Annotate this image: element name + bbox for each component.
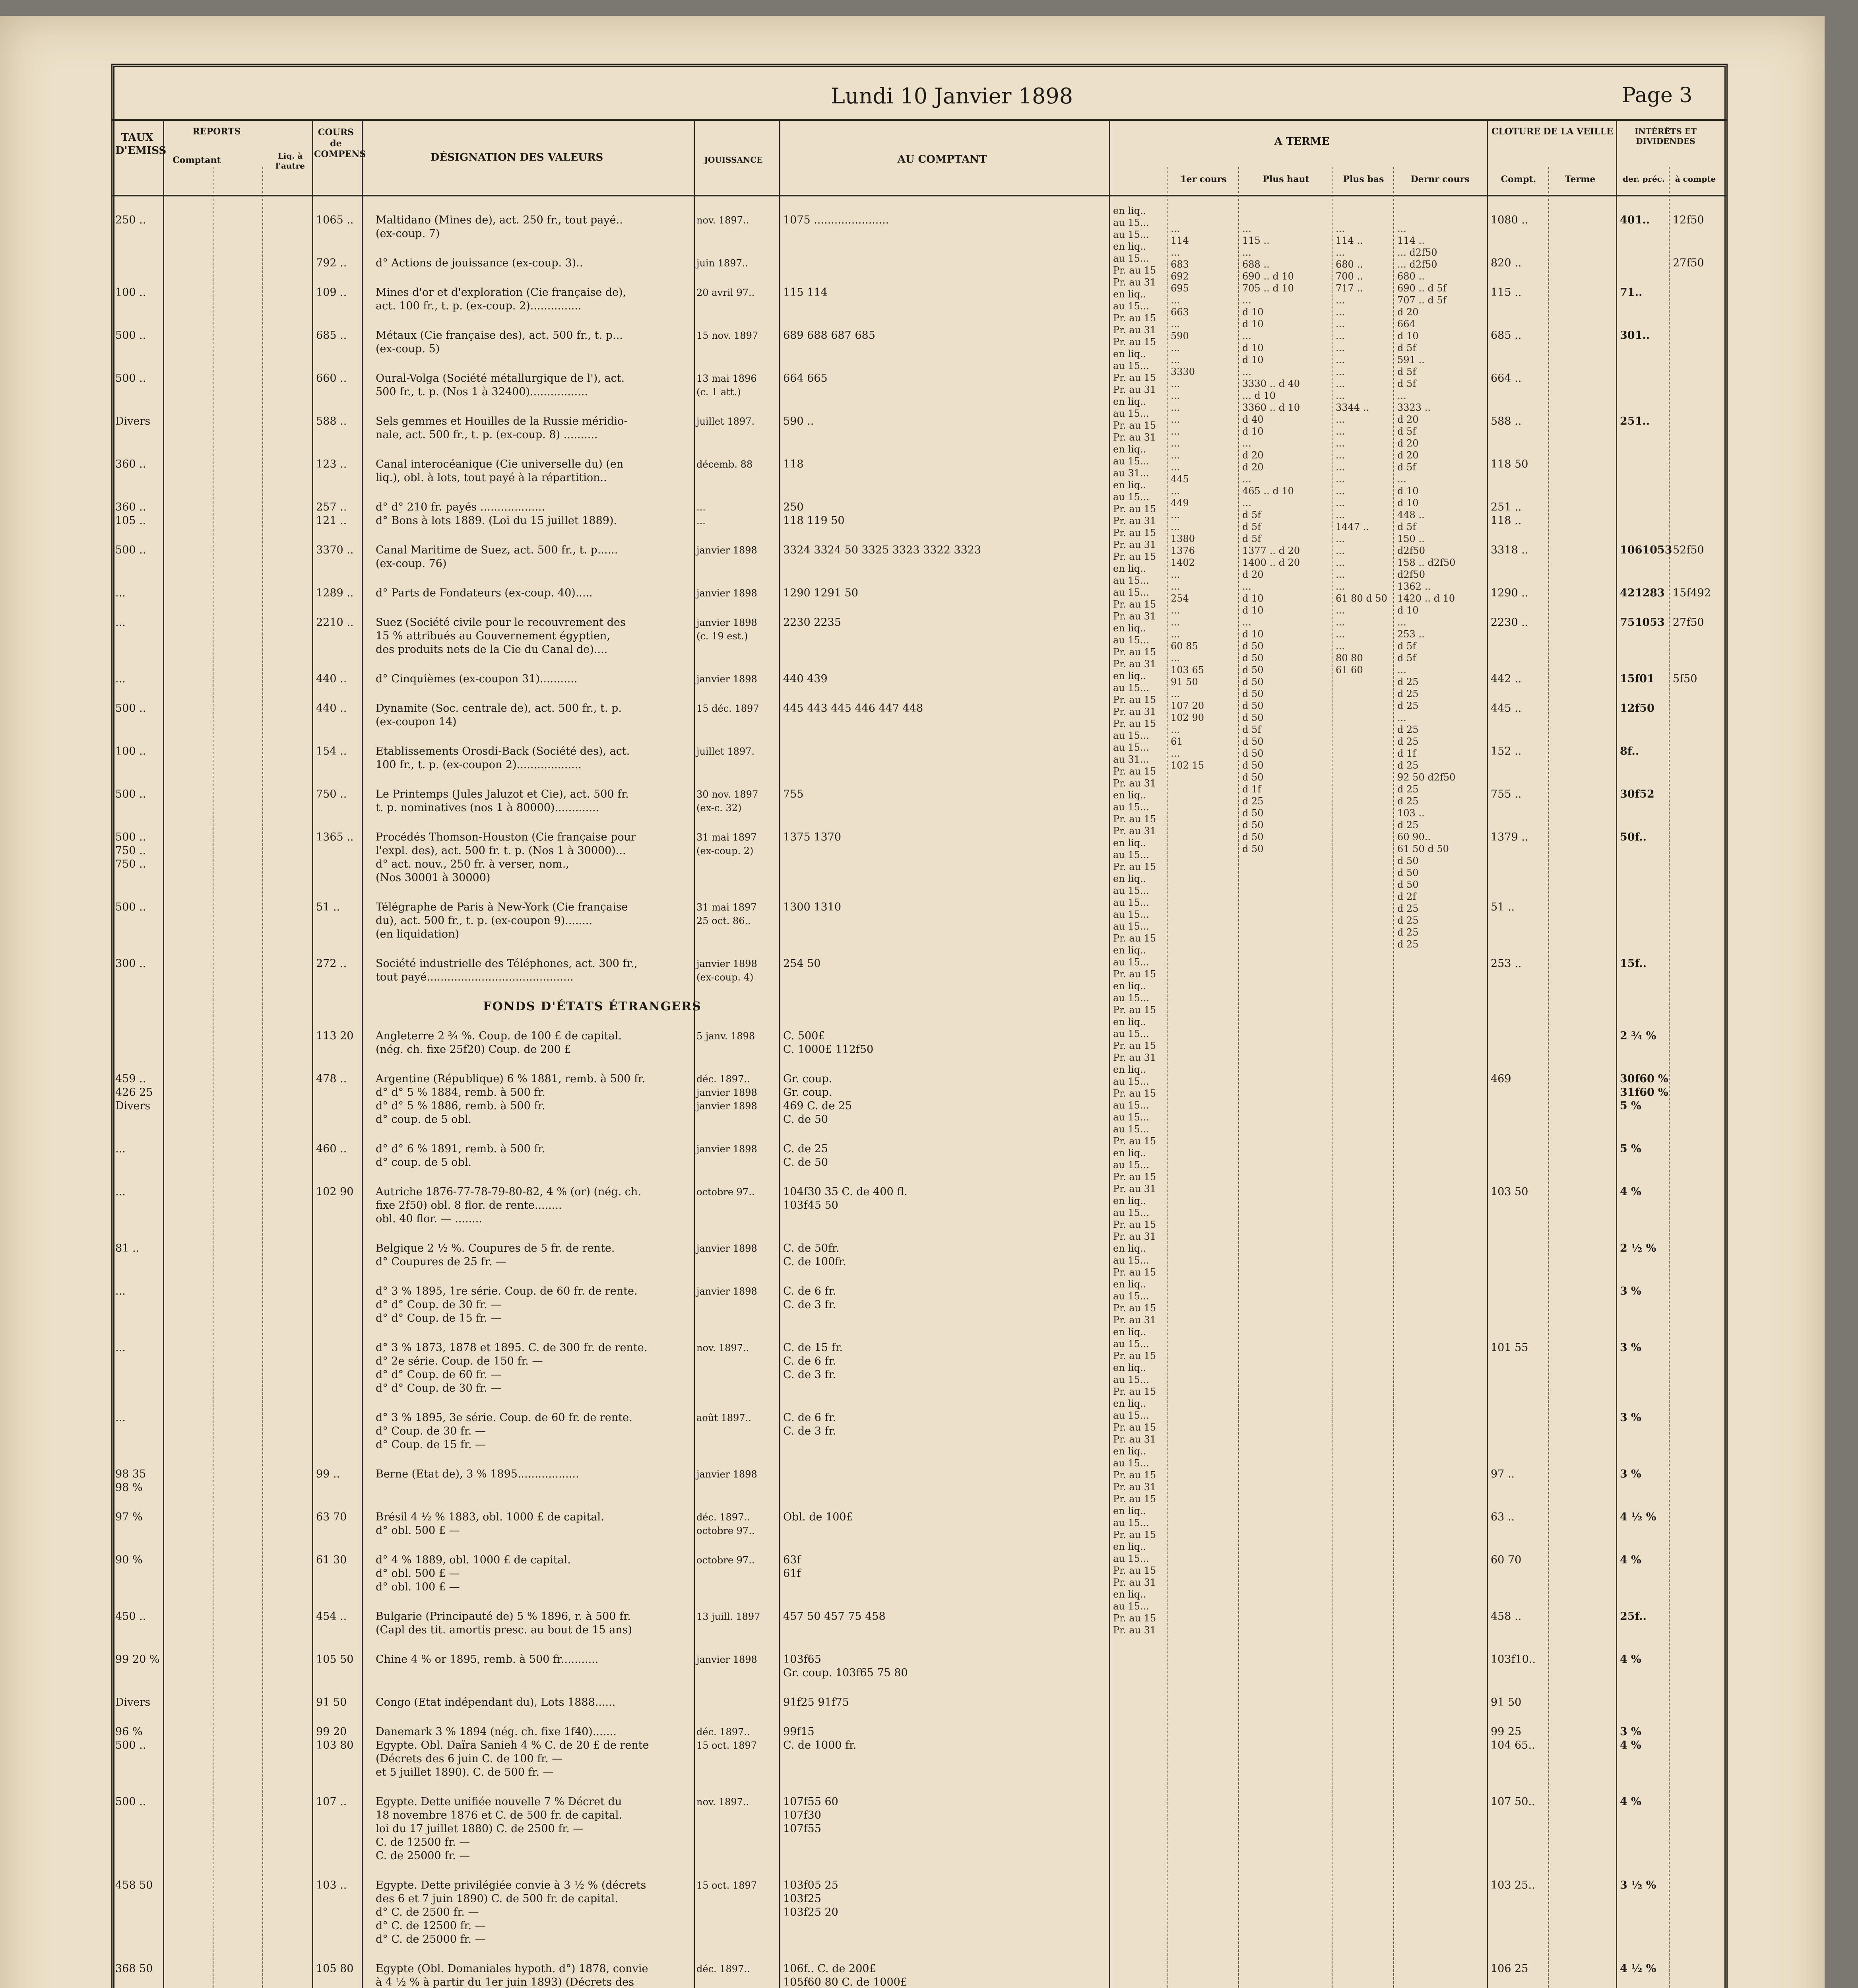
jouissance-cell: déc. 1897.. janvier 1898 janvier 1898 (696, 1074, 757, 1112)
col-plus-bas: Plus bas (1343, 174, 1384, 184)
cours-cell: 103 .. (316, 1879, 347, 1891)
interets-cell: 71.. (1620, 286, 1643, 299)
cloture-compt-cell: 588 .. (1491, 415, 1522, 427)
taux-cell: 450 .. (115, 1610, 146, 1623)
taux-cell: 360 .. (115, 458, 146, 470)
jouissance-cell: janvier 1898 (696, 545, 757, 556)
rule (362, 119, 363, 1988)
cours-cell: 660 .. (316, 372, 347, 384)
interets-cell: 12f50 (1620, 702, 1654, 714)
security-name: Argentine (République) 6 % 1881, remb. à 500 fr. d° d° 5 % 1884, remb. à 500 fr. d° d° 5 % 1886, remb. à 500 fr. d° coup. de 5 obl. (376, 1073, 646, 1126)
cours-cell: 61 30 (316, 1554, 347, 1566)
jouissance-cell: 30 nov. 1897 (ex-c. 32) (696, 789, 758, 813)
cours-cell: 2210 .. (316, 616, 354, 629)
jouissance-cell: octobre 97.. (696, 1555, 755, 1566)
cours-cell: 1289 .. (316, 587, 354, 599)
cloture-compt-cell: 99 25 104 65.. (1491, 1726, 1535, 1751)
taux-cell: ... (115, 1285, 126, 1297)
cloture-compt-cell: 107 50.. (1491, 1796, 1535, 1808)
comptant-cell: 1375 1370 (783, 831, 842, 843)
jouissance-cell: déc. 1897.. 15 oct. 1897 (696, 1726, 757, 1751)
comptant-cell: 63f 61f (783, 1554, 801, 1580)
cours-cell: 107 .. (316, 1796, 347, 1808)
cloture-compt-cell: 251 .. 118 .. (1491, 501, 1522, 527)
interets-cell: 751053 (1620, 616, 1665, 629)
acompte-cell: 27f50 (1673, 257, 1704, 269)
interets-cell: 30f52 (1620, 788, 1654, 800)
interets-cell: 4 % (1620, 1653, 1641, 1666)
cloture-compt-cell: 91 50 (1491, 1696, 1522, 1708)
jouissance-cell: 31 mai 1897 (ex-coup. 2) (696, 832, 757, 856)
jouissance-cell: déc. 1897.. (696, 1963, 750, 1974)
interets-cell: 2 ½ % (1620, 1242, 1656, 1254)
cours-cell: 588 .. (316, 415, 347, 427)
interets-cell: 421283 (1620, 587, 1665, 599)
jouissance-cell: 20 avril 97.. (696, 287, 755, 298)
acompte-cell: 5f50 (1673, 673, 1697, 685)
security-name: Brésil 4 ½ % 1883, obl. 1000 £ de capital. d° obl. 500 £ — (376, 1511, 604, 1537)
interets-cell: 3 % 4 % (1620, 1726, 1641, 1751)
comptant-cell: 1075 ...................... (783, 214, 889, 226)
cours-cell: 272 .. (316, 957, 347, 970)
taux-cell: 360 .. 105 .. (115, 501, 146, 527)
comptant-cell: 457 50 457 75 458 (783, 1610, 886, 1623)
taux-cell: 500 .. (115, 544, 146, 556)
jouissance-cell: 15 déc. 1897 (696, 703, 759, 714)
interets-cell: 4 % (1620, 1186, 1641, 1198)
jouissance-cell: 15 nov. 1897 (696, 330, 758, 341)
comptant-cell: 3324 3324 50 3325 3323 3322 3323 (783, 544, 981, 556)
cloture-compt-cell: 115 .. (1491, 286, 1522, 299)
cours-cell: 257 .. 121 .. (316, 501, 347, 527)
interets-cell: 3 % (1620, 1411, 1641, 1424)
interets-cell: 251.. (1620, 415, 1650, 427)
security-name: Egypte (Obl. Domaniales hypoth. d°) 1878, convie à 4 ½ % à partir du 1er juin 1893) (Décrets des (376, 1963, 648, 1988)
cloture-compt-cell: 106 25 (1491, 1963, 1528, 1975)
cours-cell: 440 .. (316, 702, 347, 714)
taux-cell: 500 .. (115, 702, 146, 714)
security-name: d° 3 % 1895, 3e série. Coup. de 60 fr. de rente. d° Coup. de 30 fr. — d° Coup. de 15 fr. — (376, 1411, 632, 1451)
jouissance-cell: janvier 1898 (696, 1654, 757, 1665)
cloture-compt-cell: 664 .. (1491, 372, 1522, 384)
interets-cell: 8f.. (1620, 745, 1639, 757)
jouissance-cell: nov. 1897.. (696, 1342, 749, 1353)
cours-cell: 3370 .. (316, 544, 354, 556)
col-cloture-terme: Terme (1565, 174, 1596, 184)
jouissance-cell: janvier 1898 (696, 1286, 757, 1297)
cloture-compt-cell: 2230 .. (1491, 616, 1528, 629)
header-rule-top (111, 119, 1728, 121)
comptant-cell: 103f05 25 103f25 103f25 20 (783, 1879, 838, 1918)
cours-cell: 51 .. (316, 901, 340, 913)
interets-cell: 4 % (1620, 1554, 1641, 1566)
jouissance-cell: 15 oct. 1897 (696, 1880, 757, 1891)
col-der-prec: der. préc. (1623, 174, 1665, 184)
interets-cell: 30f60 % 31f60 % 5 % (1620, 1073, 1668, 1112)
interets-cell: 50f.. (1620, 831, 1647, 843)
comptant-cell: 664 665 (783, 372, 828, 384)
rule (1393, 167, 1394, 1988)
taux-cell: ... (115, 1143, 126, 1155)
cloture-compt-cell: 103f10.. (1491, 1653, 1536, 1666)
taux-cell: ... (115, 1342, 126, 1354)
taux-cell: 250 .. (115, 214, 146, 226)
jouissance-cell: déc. 1897.. octobre 97.. (696, 1512, 755, 1536)
interets-cell: 3 % (1620, 1285, 1641, 1297)
jouissance-cell: nov. 1897.. (696, 1796, 749, 1807)
jouissance-cell: 13 juill. 1897 (696, 1611, 760, 1622)
security-name: Le Printemps (Jules Jaluzot et Cie), act. 500 fr. t. p. nominatives (nos 1 à 80000)............. (376, 788, 629, 814)
security-name: Etablissements Orosdi-Back (Société des), act. 100 fr., t. p. (ex-coupon 2)................... (376, 745, 630, 771)
cloture-compt-cell: 101 55 (1491, 1342, 1528, 1354)
security-name: Chine 4 % or 1895, remb. à 500 fr........... (376, 1653, 599, 1666)
jouissance-cell: décemb. 88 (696, 459, 753, 470)
comptant-cell: 106f.. C. de 200£ 105f60 80 C. de 1000£ (783, 1963, 908, 1988)
acompte-cell: 52f50 (1673, 544, 1704, 556)
comptant-cell: C. de 25 C. de 50 (783, 1143, 828, 1169)
comptant-cell: C. de 6 fr. C. de 3 fr. (783, 1411, 836, 1437)
taux-cell: 500 .. (115, 329, 146, 342)
cloture-compt-cell: 253 .. (1491, 957, 1522, 970)
security-name: d° d° 210 fr. payés ................... d° Bons à lots 1889. (Loi du 15 juillet 1889). (376, 501, 617, 527)
taux-cell: 500 .. (115, 1796, 146, 1808)
taux-cell: 458 50 (115, 1879, 153, 1891)
acompte-cell: 12f50 (1673, 214, 1704, 226)
comptant-cell: 1290 1291 50 (783, 587, 858, 599)
terme-plus-bas: ... 114 .. ... 680 .. 700 .. 717 .. ... ... ... ... ... ... ... ... ... 3344 .. ... ... ... ... ... ... ... ... ... 1447 .. ... ... ... ... ... 61 80 d 50 ... ... ... ... 80 80 61 60 (1336, 223, 1387, 676)
jouissance-cell: nov. 1897.. (696, 215, 749, 226)
security-name: Canal interocéanique (Cie universelle du) (en liq.), obl. à lots, tout payé à la répartition.. (376, 458, 624, 484)
header-rule-bottom (111, 195, 1728, 196)
interets-cell: 15f.. (1620, 957, 1647, 970)
security-name: d° 3 % 1873, 1878 et 1895. C. de 300 fr. de rente. d° 2e série. Coup. de 150 fr. — d° d° Coup. de 60 fr. — d° d° Coup. de 30 fr. — (376, 1342, 648, 1394)
comptant-cell: 104f30 35 C. de 400 fl. 103f45 50 (783, 1186, 908, 1211)
col-dernier-cours: Dernr cours (1410, 174, 1470, 184)
comptant-cell: 1300 1310 (783, 901, 842, 913)
cloture-compt-cell: 1080 .. (1491, 214, 1528, 226)
jouissance-cell: janvier 1898 (696, 1469, 757, 1480)
acompte-cell: 27f50 (1673, 616, 1704, 629)
jouissance-cell: juillet 1897. (696, 746, 755, 757)
cours-cell: 99 .. (316, 1468, 340, 1480)
rule (1167, 167, 1168, 1988)
rule (1109, 119, 1110, 1988)
terme-premier-cours: ... 114 ... 683 692 695 ... 663 ... 590 ... ... 3330 ... ... ... ... ... ... ... ... 445 ... 449 ... ... 1380 1376 1402 ... ... 254 ... ... ... 60 85 ... 103 65 91 50 ... 107 20 102 90 ... 61 ... 102 15 (1171, 223, 1204, 771)
comptant-cell: 590 .. (783, 415, 814, 427)
security-name: Egypte. Dette privilégiée convie à 3 ½ % (décrets des 6 et 7 juin 1890) C. de 500 fr. de capital. d° C. de 2500 fr. — d° C. de 12500 fr. — d° C. de 25000 fr. — (376, 1879, 646, 1945)
cours-cell: 1065 .. (316, 214, 354, 226)
interets-cell: 4 % (1620, 1796, 1641, 1808)
cours-cell: 478 .. (316, 1073, 347, 1085)
comptant-cell: 254 50 (783, 957, 821, 970)
comptant-cell: C. de 50fr. C. de 100fr. (783, 1242, 846, 1268)
jouissance-cell: janvier 1898 (696, 674, 757, 685)
security-name: Mines d'or et d'exploration (Cie française de), act. 100 fr., t. p. (ex-coup. 2)............... (376, 286, 626, 312)
taux-cell: Divers (115, 1696, 151, 1708)
taux-cell: 100 .. (115, 745, 146, 757)
cloture-compt-cell: 1379 .. (1491, 831, 1528, 843)
col-designation: DÉSIGNATION DES VALEURS (430, 151, 603, 163)
security-name: Egypte. Dette unifiée nouvelle 7 % Décret du 18 novembre 1876 et C. de 500 fr. de capital. loi du 17 juillet 1880) C. de 2500 fr. — C. de 12500 fr. — C. de 25000 fr. — (376, 1796, 622, 1862)
page-frame (111, 64, 1728, 1988)
interets-cell: 401.. (1620, 214, 1650, 226)
cours-cell: 91 50 (316, 1696, 347, 1708)
section-title: FONDS D'ÉTATS ÉTRANGERS (483, 1000, 702, 1013)
cours-cell: 105 80 (316, 1963, 354, 1975)
security-name: Suez (Société civile pour le recouvrement des 15 % attribués au Gouvernement égyptien, des produits nets de la Cie du Canal de).... (376, 616, 626, 656)
cloture-compt-cell: 103 25.. (1491, 1879, 1535, 1891)
interets-cell: 1061053 (1620, 544, 1672, 556)
taux-cell: 98 35 98 % (115, 1468, 146, 1494)
cloture-compt-cell: 685 .. (1491, 329, 1522, 342)
security-name: Danemark 3 % 1894 (nég. ch. fixe 1f40)....... Egypte. Obl. Daïra Sanieh 4 % C. de 20 £ de rente (Décrets des 6 juin C. de 100 fr. — et 5 juillet 1890). C. de 500 fr. — (376, 1726, 649, 1778)
taux-cell: ... (115, 616, 126, 629)
cours-cell: 113 20 (316, 1030, 354, 1042)
cours-cell: 685 .. (316, 329, 347, 342)
cours-cell: 105 50 (316, 1653, 354, 1666)
page-number: Page 3 (1622, 83, 1693, 107)
col-cloture: CLOTURE DE LA VEILLE (1491, 126, 1613, 137)
rule (1616, 119, 1617, 1988)
cloture-compt-cell: 63 .. (1491, 1511, 1515, 1523)
cours-cell: 109 .. (316, 286, 347, 299)
jouissance-cell: 13 mai 1896 (c. 1 att.) (696, 373, 757, 398)
security-name: Canal Maritime de Suez, act. 500 fr., t. p...... (ex-coup. 76) (376, 544, 618, 570)
comptant-cell: 440 439 (783, 673, 828, 685)
interets-cell: 4 ½ % (1620, 1963, 1656, 1975)
comptant-cell: 250 118 119 50 (783, 501, 845, 527)
jouissance-cell: ... ... (696, 502, 706, 526)
col-liq: Liq. à l'autre (275, 151, 305, 171)
comptant-cell: C. de 15 fr. C. de 6 fr. C. de 3 fr. (783, 1342, 843, 1381)
jouissance-cell: 31 mai 1897 25 oct. 86.. (696, 902, 757, 926)
col-comptant-report: Comptant (173, 155, 221, 165)
cloture-compt-cell: 152 .. (1491, 745, 1522, 757)
interets-cell: 15f01 (1620, 673, 1654, 685)
jouissance-cell: juillet 1897. (696, 416, 755, 427)
acompte-cell: 15f492 (1673, 587, 1711, 599)
cloture-compt-cell: 442 .. (1491, 673, 1522, 685)
security-name: d° Parts de Fondateurs (ex-coup. 40)..... (376, 587, 593, 599)
cours-cell: 460 .. (316, 1143, 347, 1155)
interets-cell: 3 ½ % (1620, 1879, 1656, 1891)
comptant-cell: 103f65 Gr. coup. 103f65 75 80 (783, 1653, 908, 1679)
taux-cell: 97 % (115, 1511, 143, 1523)
security-name: d° Actions de jouissance (ex-coup. 3).. (376, 257, 583, 269)
taux-cell: ... (115, 673, 126, 685)
security-name: Procédés Thomson-Houston (Cie française pour l'expl. des), act. 500 fr. t. p. (Nos 1 à 30000)... d° act. nouv., 250 fr. à verser, nom., (Nos 30001 à 30000) (376, 831, 636, 884)
security-name: d° Cinquièmes (ex-coupon 31)........... (376, 673, 578, 685)
cours-cell: 454 .. (316, 1610, 347, 1623)
comptant-cell: 755 (783, 788, 804, 800)
security-name: d° d° 6 % 1891, remb. à 500 fr. d° coup. de 5 obl. (376, 1143, 545, 1169)
security-name: Télégraphe de Paris à New-York (Cie française du), act. 500 fr., t. p. (ex-coupon 9)........ (en liquidation) (376, 901, 628, 940)
security-name: Oural-Volga (Société métallurgique de l'), act. 500 fr., t. p. (Nos 1 à 32400)................. (376, 372, 625, 398)
cloture-compt-cell: 3318 .. (1491, 544, 1528, 556)
security-name: Sels gemmes et Houilles de la Russie méridio- nale, act. 500 fr., t. p. (ex-coup. 8) .......... (376, 415, 628, 441)
taux-cell: 99 20 % (115, 1653, 160, 1666)
interets-cell: 2 ¾ % (1620, 1030, 1656, 1042)
jouissance-cell: janvier 1898 (ex-coup. 4) (696, 958, 757, 983)
jouissance-cell: janvier 1898 (696, 588, 757, 599)
cloture-compt-cell: 458 .. (1491, 1610, 1522, 1623)
jouissance-cell: octobre 97.. (696, 1186, 755, 1198)
taux-cell: 500 .. (115, 901, 146, 913)
comptant-cell: 2230 2235 (783, 616, 842, 629)
rule (1238, 167, 1239, 1988)
taux-cell: 300 .. (115, 957, 146, 970)
col-jouissance: JOUISSANCE (704, 155, 763, 165)
taux-cell: ... (115, 587, 126, 599)
terme-dernier-cours: ... 114 .. ... d2f50 ... d2f50 680 .. 690 .. d 5f 707 .. d 5f d 20 664 d 10 d 5f 591 .. d 5f d 5f ... 3323 .. d 20 d 5f d 20 d 20 d 5f ... d 10 d 10 448 .. d 5f 150 .. d2f50 158 .. d2f50 d2f50 1362 .. 1420 .. d 10 d 10 ... 253 .. d 5f d 5f ... d 25 d 25 d 25 ... d 25 d 25 d 1f d 25 92 50 d2f50 d 25 d 25 103 .. d 25 60 90.. 61 50 d 50 d 50 d 50 d 50 d 2f d 25 d 25 d 25 d 25 (1397, 223, 1456, 950)
col-plus-haut: Plus haut (1263, 174, 1309, 184)
cloture-compt-cell: 103 50 (1491, 1186, 1528, 1198)
rule (1487, 119, 1488, 1988)
taux-cell: ... (115, 1186, 126, 1198)
taux-cell: 500 .. 750 .. 750 .. (115, 831, 146, 870)
cloture-compt-cell: 1290 .. (1491, 587, 1528, 599)
rule (312, 119, 313, 1988)
security-name: Belgique 2 ½ %. Coupures de 5 fr. de rente. d° Coupures de 25 fr. — (376, 1242, 615, 1268)
interets-cell: 301.. (1620, 329, 1650, 342)
comptant-cell: C. de 6 fr. C. de 3 fr. (783, 1285, 836, 1311)
interets-cell: 25f.. (1620, 1610, 1647, 1623)
comptant-cell: 689 688 687 685 (783, 329, 875, 342)
taux-cell: Divers (115, 415, 151, 427)
jouissance-cell: 5 janv. 1898 (696, 1031, 755, 1042)
comptant-cell: 99f15 C. de 1000 fr. (783, 1726, 857, 1751)
cours-cell: 102 90 (316, 1186, 354, 1198)
cloture-compt-cell: 97 .. (1491, 1468, 1515, 1480)
taux-cell: 96 % 500 .. (115, 1726, 146, 1751)
cours-cell: 99 20 103 80 (316, 1726, 354, 1751)
jouissance-cell: janvier 1898 (c. 19 est.) (696, 617, 757, 642)
taux-cell: 459 .. 426 25 Divers (115, 1073, 153, 1112)
comptant-cell: 91f25 91f75 (783, 1696, 849, 1708)
jouissance-cell: juin 1897.. (696, 258, 748, 269)
security-name: Métaux (Cie française des), act. 500 fr., t. p... (ex-coup. 5) (376, 329, 623, 355)
taux-cell: 500 .. (115, 788, 146, 800)
security-name: Société industrielle des Téléphones, act. 300 fr., tout payé........................................... (376, 957, 638, 983)
security-name: Dynamite (Soc. centrale de), act. 500 fr., t. p. (ex-coupon 14) (376, 702, 622, 728)
taux-cell: 90 % (115, 1554, 143, 1566)
col-cloture-compt: Compt. (1501, 174, 1536, 184)
col-cours: COURS de COMPENS (314, 127, 366, 159)
cours-cell: 440 .. (316, 673, 347, 685)
comptant-cell: Gr. coup. Gr. coup. 469 C. de 25 C. de 50 (783, 1073, 852, 1126)
cours-cell: 123 .. (316, 458, 347, 470)
security-name: Congo (Etat indépendant du), Lots 1888...... (376, 1696, 616, 1708)
jouissance-cell: janvier 1898 (696, 1143, 757, 1155)
cloture-compt-cell: 51 .. (1491, 901, 1515, 913)
terme-settlement-labels: en liq.. au 15... au 15... en liq.. au 15... Pr. au 15 Pr. au 31 en liq.. au 15... Pr. au 15 Pr. au 31 Pr. au 15 en liq.. au 15... Pr. au 15 Pr. au 31 en liq.. au 15... Pr. au 15 Pr. au 31 en liq.. au 15... au 31... en liq.. au 15... Pr. au 15 Pr. au 31 Pr. au 15 Pr. au 31 Pr. au 15 en liq.. au 15... au 15... Pr. au 15 Pr. au 31 en liq.. au 15... Pr. au 15 Pr. au 31 en liq.. au 15... Pr. au 15 Pr. au 31 Pr. au 15 au 15... au 15... au 31... Pr. au 15 Pr. au 31 en liq.. au 15... Pr. au 15 Pr. au 31 en liq.. au 15... Pr. au 15 en liq.. au 15... au 15... au 15... au 15... Pr. au 15 en liq.. au 15... Pr. au 15 en liq.. au 15... Pr. au 15 en liq.. au 15... Pr. au 15 Pr. au 31 en liq.. au 15... Pr. au 15 au 15... au 15... au 15... Pr. au 15 en liq.. au 15... Pr. au 15 Pr. au 31 en liq.. au 15... Pr. au 15 Pr. au 31 en liq.. au 15... Pr. au 15 en liq.. au 15... Pr. au 15 Pr. au 31 en liq.. au 15... Pr. au 15 en liq.. au 15... Pr. au 15 en liq.. au 15... Pr. au 15 Pr. au 31 en liq.. au 15... Pr. au 15 Pr. au 31 Pr. au 15 en liq.. au 15... Pr. au 15 en liq.. au 15... Pr. au 15 Pr. au 31 en liq.. au 15... Pr. au 15 Pr. au 31 (1113, 205, 1156, 1636)
rule (262, 167, 263, 1988)
taux-cell: 368 50 (115, 1963, 153, 1975)
taux-cell: 100 .. (115, 286, 146, 299)
security-name: Berne (Etat de), 3 % 1895.................. (376, 1468, 579, 1480)
terme-plus-haut: ... 115 .. ... 688 .. 690 .. d 10 705 .. d 10 ... d 10 d 10 ... d 10 d 10 ... 3330 .. d 40 ... d 10 3360 .. d 10 d 40 d 10 ... d 20 d 20 ... 465 .. d 10 ... d 5f d 5f d 5f 1377 .. d 20 1400 .. d 20 d 20 ... d 10 d 10 ... d 10 d 50 d 50 d 50 d 50 d 50 d 50 d 50 d 5f d 50 d 50 d 50 d 50 d 1f d 25 d 50 d 50 d 50 d 50 (1242, 223, 1300, 854)
interets-cell: 4 ½ % (1620, 1511, 1656, 1523)
comptant-cell: C. 500£ C. 1000£ 112f50 (783, 1030, 874, 1056)
col-acompte: à compte (1675, 174, 1716, 184)
cloture-compt-cell: 60 70 (1491, 1554, 1522, 1566)
jouissance-cell: août 1897.. (696, 1412, 751, 1423)
rule (1548, 167, 1549, 1988)
rule (163, 119, 164, 1988)
cloture-compt-cell: 445 .. (1491, 702, 1522, 714)
col-reports: REPORTS (192, 126, 241, 137)
comptant-cell: Obl. de 100£ (783, 1511, 853, 1523)
comptant-cell: 115 114 (783, 286, 828, 299)
comptant-cell: 118 (783, 458, 804, 470)
col-interets: INTÉRÊTS ET DIVIDENDES (1634, 126, 1697, 146)
interets-cell: 5 % (1620, 1143, 1641, 1155)
security-name: Autriche 1876-77-78-79-80-82, 4 % (or) (nég. ch. fixe 2f50) obl. 8 flor. de rente........ obl. 40 flor. — ........ (376, 1186, 641, 1225)
cloture-compt-cell: 469 (1491, 1073, 1511, 1085)
col-au-comptant: AU COMPTANT (897, 153, 987, 165)
rule (1669, 167, 1670, 1988)
security-name: d° 4 % 1889, obl. 1000 £ de capital. d° obl. 500 £ — d° obl. 100 £ — (376, 1554, 571, 1593)
cours-cell: 792 .. (316, 257, 347, 269)
col-premier-cours: 1er cours (1180, 174, 1227, 184)
taux-cell: 500 .. (115, 372, 146, 384)
cours-cell: 1365 .. (316, 831, 354, 843)
jouissance-cell: janvier 1898 (696, 1243, 757, 1254)
security-name: Bulgarie (Principauté de) 5 % 1896, r. à 500 fr. (Capl des tit. amortis presc. au bout de 15 ans) (376, 1610, 632, 1636)
col-a-terme: A TERME (1274, 136, 1330, 148)
cours-cell: 63 70 (316, 1511, 347, 1523)
security-name: d° 3 % 1895, 1re série. Coup. de 60 fr. de rente. d° d° Coup. de 30 fr. — d° d° Coup. de 15 fr. — (376, 1285, 638, 1324)
cloture-compt-cell: 118 50 (1491, 458, 1528, 470)
cours-cell: 154 .. (316, 745, 347, 757)
taux-cell: 81 .. (115, 1242, 140, 1254)
cours-cell: 750 .. (316, 788, 347, 800)
cloture-compt-cell: 820 .. (1491, 257, 1522, 269)
interets-cell: 3 % (1620, 1342, 1641, 1354)
cloture-compt-cell: 755 .. (1491, 788, 1522, 800)
security-name: Maltidano (Mines de), act. 250 fr., tout payé.. (ex-coup. 7) (376, 214, 623, 240)
page-date: Lundi 10 Janvier 1898 (831, 83, 1073, 109)
taux-cell: ... (115, 1411, 126, 1424)
comptant-cell: 445 443 445 446 447 448 (783, 702, 923, 714)
comptant-cell: 107f55 60 107f30 107f55 (783, 1796, 838, 1835)
security-name: Angleterre 2 ¾ %. Coup. de 100 £ de capital. (nég. ch. fixe 25f20) Coup. de 200 £ (376, 1030, 622, 1056)
interets-cell: 3 % (1620, 1468, 1641, 1480)
col-taux: TAUX D'EMISS (115, 132, 167, 157)
